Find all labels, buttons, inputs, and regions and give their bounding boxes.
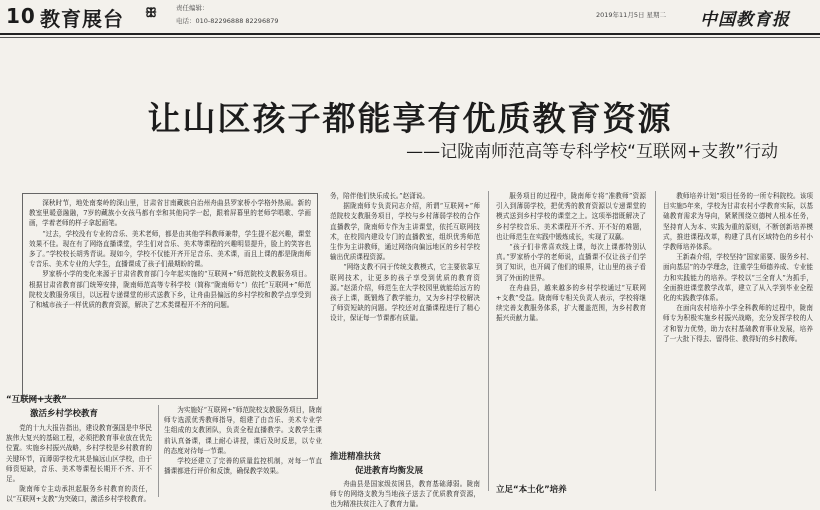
phone-line: 电话：010-82296888 82296879 xyxy=(176,17,279,25)
editor-line: 责任编辑： xyxy=(176,4,209,12)
article-headline: 让山区孩子都能享有优质教育资源 xyxy=(147,99,673,138)
column-1-bottom xyxy=(6,423,152,504)
subhead-internet-support: “互联网+支教” xyxy=(6,395,67,405)
subhead-balance: 促进教育均衡发展 xyxy=(355,466,424,476)
paragraph: 舟曲县是国家级贫困县，教育基础薄弱。陇南师专的网络支教为当地孩子送去了优质教育资源，也为精准扶贫注入了教育力量。 xyxy=(330,480,480,509)
paragraph: 王新森介绍，学校坚持“国家需要、服务乡村、面向基层”的办学理念，注重学生师德养成、专业能力和实践能力的培养。学校以“三全育人”为抓手，全面推进课堂教学改革，建立了从入学到毕业全程化的实践教学体系。 xyxy=(663,253,813,303)
section-title: 教育展台 xyxy=(40,7,124,31)
intro-text xyxy=(29,198,311,310)
paragraph: 在舟曲县，越来越多的乡村学校通过“互联网+支教”受益。陇南师专相关负责人表示，学校将继续完善支教服务体系，扩大覆盖范围，为乡村教育振兴贡献力量。 xyxy=(496,283,646,323)
column-4-top xyxy=(663,191,813,491)
paragraph: “孩子们非常喜欢线上课，每次上课都特别认真。”罗家桥小学的老师说，直播课不仅让孩子们学到了知识，也开阔了他们的眼界，让山里的孩子看到了外面的世界。 xyxy=(496,243,646,282)
paragraph: “网络支教不同于传统支教模式，它主要依靠互联网技术，让更多的孩子享受到优质的教育资源。”赵潇介绍，师范生在大学校园里就能给远方的孩子上课，既锻炼了教学能力，又为乡村学校解决了师资短缺的问题。学校还对直播课程进行了精心设计，保证每一节课都有质量。 xyxy=(330,263,480,323)
header-rule-thin xyxy=(0,37,820,38)
intro-paragraph: 罗家桥小学的变化来源于甘肃省教育部门今年起实施的“互联网+”师范院校支教服务项目。根据甘肃省教育部门统筹安排，陇南师范高等专科学校（简称“陇南师专”）依托“互联网+”师范院校支教服务项目，以远程专递课堂的形式送教下乡，让舟曲县偏远的乡村学校和教学点享受到了和城市孩子一样优质的教育资源，解决了艺术类课程开不齐的问题。 xyxy=(29,270,311,310)
column-rule xyxy=(655,191,656,491)
masthead-logo: 中国教育报 xyxy=(700,10,790,30)
article-subtitle: ——记陇南师范高等专科学校“互联网+支教”行动 xyxy=(406,142,778,162)
column-3-top xyxy=(496,191,646,479)
paragraph: 据陇南师专负责同志介绍，所谓“互联网+”师范院校支教服务项目，学校与乡村薄弱学校的合作直播教学，陇南师专作为主讲课堂，依托互联网技术，在校园内建设专门的直播教室，组织优秀师范生作为主讲教师，通过网络向偏远地区的乡村学校输出优质课程资源。 xyxy=(330,202,480,262)
paragraph: 教师培养计划”项目任务的一所专科院校。该项目实施5年来，学校为甘肃农村小学教育实际，以基础教育需求为导向，紧紧围绕立德树人根本任务，坚持育人为本、实践为重的原则，不断创新培养模式，推进课程改革，构建了具有区域特色的乡村小学教师培养体系。 xyxy=(663,192,813,252)
subhead-activate-rural: 激活乡村学校教育 xyxy=(30,409,99,419)
section-logo-icon: ꕥ xyxy=(145,6,158,21)
column-3-bottom xyxy=(330,479,480,509)
column-rule xyxy=(488,191,489,491)
intro-paragraph: 深秋时节，地处南秦岭的深山里，甘肃省甘南藏族自治州舟曲县罗家桥小学格外热闹。新的教室里暖意融融，7岁的藏族小女孩马都有幸和其他同学一起，跟着屏幕里的老师学唱歌、学画画，学着老师的样子拿起画笔。 xyxy=(29,199,311,228)
header-rule xyxy=(0,33,820,35)
newspaper-header xyxy=(0,0,820,30)
paragraph: 党的十九大报告指出，建设教育强国是中华民族伟大复兴的基础工程，必须把教育事业放在优先位置。实施乡村振兴战略，乡村学校是乡村教育的关键环节，而薄弱学校尤其是偏远山区学校，由于师资短缺，音乐、美术等课程长期开不齐、开不足。 xyxy=(6,424,152,484)
paragraph: 服务项目的过程中，陇南师专将“准教师”资源引入到薄弱学校，把优秀的教育资源以专递课堂的模式送到乡村学校的课堂之上。这项举措既解决了乡村学校音乐、美术课程开不齐、开不好的难题，也让师范生在实践中锻炼成长，实现了双赢。 xyxy=(496,192,646,241)
paragraph: 学校还建立了完善的质量监控机制，对每一节直播课都进行评价和反馈，确保教学效果。 xyxy=(164,457,322,476)
issue-date: 2019年11月5日 星期二 xyxy=(596,11,667,19)
article-body xyxy=(0,183,820,509)
paragraph: 为实施好“互联网+”师范院校支教服务项目，陇南师专选派优秀教师指导，组建了由音乐、美术专业学生组成的支教团队，负责全程直播教学。支教学生课前认真备课，课上耐心讲授，课后及时反思，以专业的态度对待每一节课。 xyxy=(164,406,322,455)
intro-box xyxy=(22,193,318,399)
column-rule xyxy=(158,405,159,497)
page-number: 10 xyxy=(6,4,36,28)
paragraph: 务，陪伴他们快乐成长。”赵潇说。 xyxy=(330,192,429,200)
subhead-localization: 立足“本土化”培养 xyxy=(496,485,567,495)
paragraph: 陇南师专主动承担起服务乡村教育的责任，以“互联网+支教”为突破口，激活乡村学校教育。 xyxy=(6,485,152,504)
column-2-top xyxy=(330,191,480,439)
intro-paragraph: “过去，学校没有专业的音乐、美术老师，都是由其他学科教师兼带，学生提不起兴趣，课堂效果不佳。现在有了网络直播课堂，学生们对音乐、美术等课程的兴趣明显提升，脸上的笑容也多了。”学校校长胡秀青说。现如今，学校不仅能开齐开足音乐、美术课，而且上课的都是陇南师专音乐、美术专业的大学生，直播课成了孩子们最期盼的课。 xyxy=(29,229,311,269)
subhead-poverty: 推进精准扶贫 xyxy=(330,452,382,462)
paragraph: 在面向农村培养小学全科教师的过程中，陇南师专为积极实施乡村振兴战略，充分发挥学校的人才和智力优势，助力农村基础教育事业发展，培养了一大批下得去、留得住、教得好的乡村教师。 xyxy=(663,304,813,343)
column-2-bottom xyxy=(164,405,322,497)
